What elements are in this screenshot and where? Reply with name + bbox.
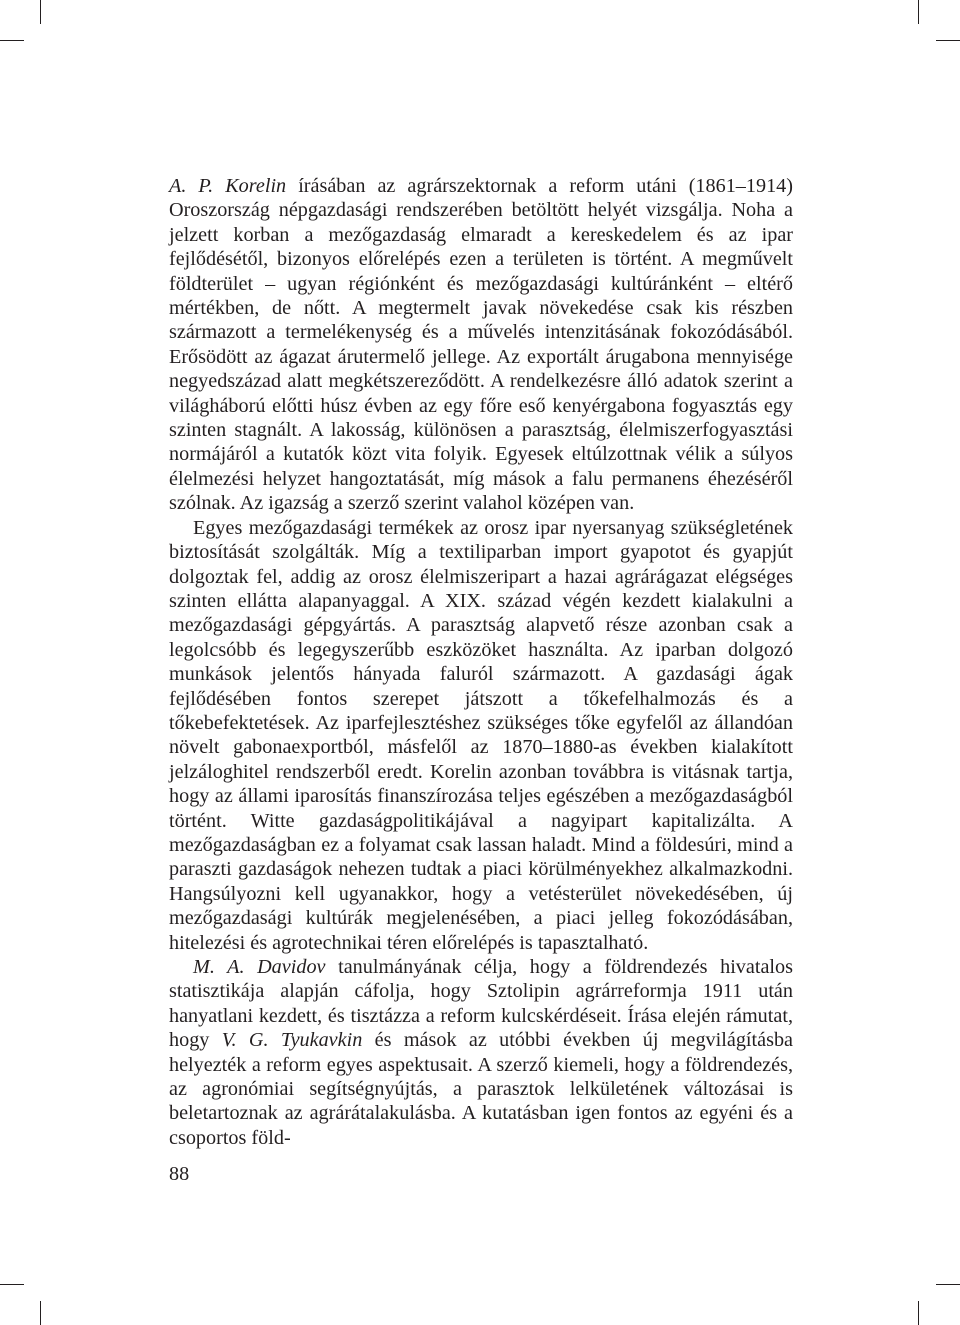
crop-mark-top-right-horizontal (936, 40, 960, 41)
crop-mark-bottom-right-horizontal (936, 1284, 960, 1285)
crop-mark-bottom-left-horizontal (0, 1284, 24, 1285)
paragraph (169, 955, 793, 1150)
paragraph-text: írásában az agrárszektornak a reform utáni (1861–1914) Oroszország népgazdasági rendszerében betöltött helyét vizsgálja. Noha a jelzett korban a mezőgazdaság elmaradt a kereskedelem és az ipar fejlődésétől, bizonyos előrelépés ezen a területen is történt. A megművelt földterület – ugyan régiónként és mezőgazdasági kultúránként – eltérő mértékben, de nőtt. A megtermelt javak növekedése csak kis részben származott a termelékenység és a művelés intenzitásának fokozódásából. Erősödött az ágazat árutermelő jellege. Az exportált árugabona mennyisége negyedszázad alatt megkétszereződött. A rendelkezésre álló adatok szerint a világháború előtti húsz évben az egy főre eső kenyérgabona fogyasztás egy szinten stagnált. A lakosság, különösen a parasztság, élelmiszerfogyasztási normájáról a kutatók közt vita folyik. Egyesek eltúlzottnak vélik a súlyos élelmezési helyzet hangoztatását, míg mások a falu permanens éhezéséről szólnak. Az igazság a szerző szerint valahol középen van. (169, 175, 793, 515)
crop-mark-top-left-horizontal (0, 40, 24, 41)
paragraph (169, 516, 793, 955)
author-name: A. P. Korelin (169, 175, 287, 197)
body-text (169, 174, 793, 1150)
page-number: 88 (169, 1163, 190, 1185)
author-name: M. A. Davidov (193, 956, 326, 978)
author-name: V. G. Tyukavkin (221, 1029, 363, 1052)
crop-mark-top-right (918, 0, 919, 24)
paragraph (169, 174, 793, 516)
crop-mark-top-left (40, 0, 41, 24)
paragraph-text: és mások az utóbbi években új megvilágításba helyezték a reform egyes aspektusait. A szerző kiemeli, hogy a földrendezés, az agronómiai segítségnyújtás, a parasztok lelkületének változásai is beletartoznak az agrárátalakulásba. A kutatásban igen fontos az egyéni és a csoportos föld- (169, 1029, 794, 1149)
crop-mark-bottom-left (40, 1301, 41, 1325)
paragraph-text: Egyes mezőgazdasági termékek az orosz ipar nyersanyag szükségletének biztosítását szolgálták. Míg a textiliparban import gyapotot és gyapjút dolgoztak fel, addig az orosz élelmiszeripart a hazai agrárágazat elégséges szinten ellátta alapanyaggal. A XIX. század végén kezdett kialakulni a mezőgazdasági gépgyártás. A parasztság alapvető része azonban csak a legolcsóbb és legegyszerűbb eszközöket használta. Az iparban dolgozó munkások jelentős hányada faluról származott. A gazdasági ágak fejlődésében fontos szerepet játszott a tőkefelhalmozás és a tőkebefektetések. Az iparfejlesztéshez szükséges tőke egyfelől az állandóan növelt gabonaexportból, másfelől az 1870–1880-as években kialakított jelzáloghitel rendszerből eredt. Korelin azonban továbbra is vitásnak tartja, hogy az állami iparosítás finanszírozása teljes egészében a mezőgazdaságból történt. Witte gazdaságpolitikájával a nagyipart kapitalizálta. A mezőgazdaságban ez a folyamat csak lassan haladt. Mind a földesúri, mind a paraszti gazdaságok nehezen tudtak a piaci körülményekhez alkalmazkodni. Hangsúlyozni kell ugyanakkor, hogy a vetésterület növekedésében, új mezőgazdasági kultúrák megjelenésében, a piaci jelleg fokozódásában, hitelezési és agrotechnikai téren előrelépés is tapasztalható. (169, 516, 793, 954)
paragraph-text: tanulmányának célja, hogy a földrendezés hivatalos statisztikája alapján cáfolja, hogy Sztolipin agrárreformja 1911 után hanyatlani kezdett, és tisztázza a reform kulcskérdéseit. Írása elején rámutat, hogy (169, 956, 793, 1052)
crop-mark-bottom-right (918, 1301, 919, 1325)
